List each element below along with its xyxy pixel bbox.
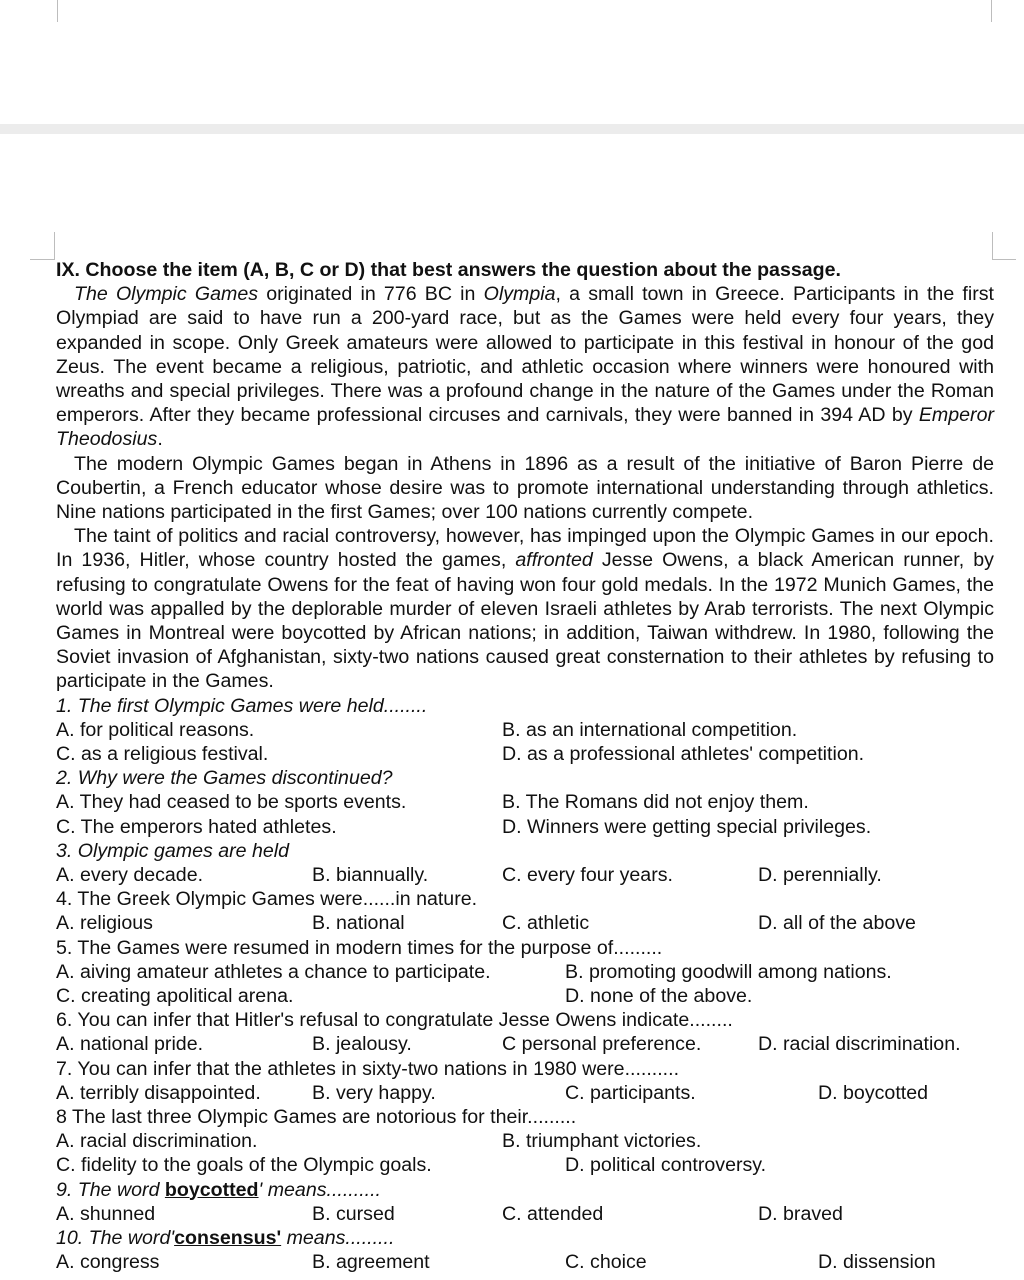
option-d: D. all of the above <box>758 912 916 935</box>
question-text: ' means.......... <box>258 1178 381 1201</box>
option-d: D. dissension <box>818 1251 936 1274</box>
document-page <box>56 258 994 1274</box>
question-10-stem <box>56 1226 994 1250</box>
question-9-options <box>56 1202 994 1226</box>
question-2-stem <box>56 766 994 790</box>
option-b: B. national <box>312 912 405 935</box>
option-b: B. agreement <box>312 1251 430 1274</box>
crop-mark <box>991 0 992 22</box>
question-5-options-row-2 <box>56 984 994 1008</box>
passage-text: originated in 776 BC in <box>258 283 484 306</box>
question-1-stem <box>56 694 994 718</box>
exercise-heading: IX. Choose the item (A, B, C or D) that best answers the question about the passage. <box>56 259 841 281</box>
question-text: 3. Olympic games are held <box>56 839 290 862</box>
question-text: 10. The word' <box>56 1226 175 1249</box>
question-5-stem: 5. The Games were resumed in modern times for the purpose of......... <box>56 936 663 959</box>
question-7-options <box>56 1081 994 1105</box>
option-c: C. attended <box>502 1202 604 1225</box>
question-9-stem <box>56 1178 994 1202</box>
option-c: C. as a religious festival. <box>56 743 269 766</box>
option-d: D. as a professional athletes' competition. <box>502 743 865 766</box>
question-8-options-row-1 <box>56 1129 994 1153</box>
option-c: C. creating apolitical arena. <box>56 984 294 1007</box>
question-text: 2. Why were the Games discontinued? <box>56 767 393 790</box>
question-3-stem <box>56 839 994 863</box>
page-separator <box>0 124 1024 134</box>
option-c: C. The emperors hated athletes. <box>56 815 337 838</box>
option-b: B. The Romans did not enjoy them. <box>502 791 809 814</box>
question-10-options <box>56 1250 994 1274</box>
question-text: 9. The word <box>56 1178 165 1201</box>
passage-paragraph-2: The modern Olympic Games began in Athens in 1896 as a result of the initiative of Baron Pierre de Coubertin, a French educator whose desire was to promote international understanding through athletics. Nine nations participated in the first Games; over 100 nations currently compete. <box>56 452 994 524</box>
option-a: A. terribly disappointed. <box>56 1081 261 1104</box>
question-text: 1. The first Olympic Games were held........ <box>56 694 428 717</box>
option-b: B. biannually. <box>312 864 429 887</box>
question-4-options <box>56 911 994 935</box>
crop-mark <box>30 259 54 260</box>
passage-text: The taint of politics and racial controversy, however, has impinged upon the Olympic Games in our epoch. In 1936, Hitler, whose country hosted the games, <box>56 525 994 572</box>
option-d: D. none of the above. <box>565 984 753 1007</box>
option-b: B. as an international competition. <box>502 718 798 741</box>
passage-text: Emperor Theodosius <box>56 404 994 451</box>
option-c: C. every four years. <box>502 864 673 887</box>
option-d: D. political controversy. <box>565 1154 767 1177</box>
option-d: D. perennially. <box>758 864 882 887</box>
passage-text: . <box>157 428 163 451</box>
option-d: D. racial discrimination. <box>758 1033 961 1056</box>
question-6-options <box>56 1032 994 1056</box>
option-d: D. Winners were getting special privileges. <box>502 815 872 838</box>
option-a: A. shunned <box>56 1202 156 1225</box>
question-7-stem: 7. You can infer that the athletes in sixty-two nations in 1980 were.......... <box>56 1057 680 1080</box>
question-2-options-row-1 <box>56 790 994 814</box>
option-d: D. boycotted <box>818 1081 929 1104</box>
question-8-options-row-2 <box>56 1153 994 1177</box>
question-2-options-row-2 <box>56 815 994 839</box>
passage-text: Jesse Owens, a black American runner, by refusing to congratulate Owens for the feat of having won four gold medals. In the 1972 Munich Games, the world was appalled by the deplorable murder of eleven Israeli athletes by Arab terrorists. The next Olympic Games in Montreal were boycotted by African nations; in addition, Taiwan withdrew. In 1980, following the Soviet invasion of Afghanistan, sixty-two nations caused great consternation to their athletes by refusing to participate in the Games. <box>56 549 994 693</box>
option-a: A. congress <box>56 1251 160 1274</box>
option-a: A. racial discrimination. <box>56 1130 258 1153</box>
question-text: means......... <box>281 1226 395 1249</box>
option-a: A. aiving amateur athletes a chance to participate. <box>56 960 491 983</box>
question-1-options-row-1 <box>56 718 994 742</box>
passage-text: affronted <box>515 549 593 572</box>
target-word: consensus' <box>174 1226 282 1249</box>
crop-mark <box>57 0 58 22</box>
crop-mark <box>54 232 55 260</box>
option-b: B. promoting goodwill among nations. <box>565 960 892 983</box>
question-4-stem: 4. The Greek Olympic Games were......in nature. <box>56 888 478 911</box>
passage-text: The Olympic Games <box>74 283 259 306</box>
question-5-options-row-1 <box>56 960 994 984</box>
passage-text: Olympia <box>483 283 556 306</box>
option-b: B. cursed <box>312 1202 395 1225</box>
option-c: C. choice <box>565 1251 647 1274</box>
option-a: A. religious <box>56 912 153 935</box>
option-c: C. athletic <box>502 912 590 935</box>
option-a: A. for political reasons. <box>56 718 255 741</box>
option-a: A. national pride. <box>56 1033 204 1056</box>
option-b: B. very happy. <box>312 1081 436 1104</box>
passage-paragraph-3 <box>56 524 994 693</box>
passage-text: , a small town in Greece. Participants in the first Olympiad are said to have run a 200-yard race, but as the Games were held every four years, they expanded in scope. Only Greek amateurs were allowed to participate in this festival in honour of the god Zeus. The event became a religious, patriotic, and athletic occasion where winners were honoured with wreaths and special privileges. There was a profound change in the nature of the Games under the Roman emperors. After they became professional circuses and carnivals, they were banned in 394 AD by <box>56 283 994 427</box>
question-6-stem: 6. You can infer that Hitler's refusal to congratulate Jesse Owens indicate........ <box>56 1009 733 1032</box>
option-b: B. jealousy. <box>312 1033 412 1056</box>
question-8-stem: 8 The last three Olympic Games are notorious for their......... <box>56 1105 577 1128</box>
blank-page-top <box>0 0 1024 124</box>
option-a: A. They had ceased to be sports events. <box>56 791 407 814</box>
option-b: B. triumphant victories. <box>502 1130 702 1153</box>
option-d: D. braved <box>758 1202 843 1225</box>
crop-mark <box>992 259 1016 260</box>
question-1-options-row-2 <box>56 742 994 766</box>
passage-paragraph-1 <box>56 282 994 451</box>
option-c: C. fidelity to the goals of the Olympic goals. <box>56 1154 432 1177</box>
crop-mark <box>992 232 993 260</box>
question-3-options <box>56 863 994 887</box>
option-a: A. every decade. <box>56 864 204 887</box>
target-word: boycotted <box>164 1178 259 1201</box>
option-c: C personal preference. <box>502 1033 702 1056</box>
option-c: C. participants. <box>565 1081 696 1104</box>
